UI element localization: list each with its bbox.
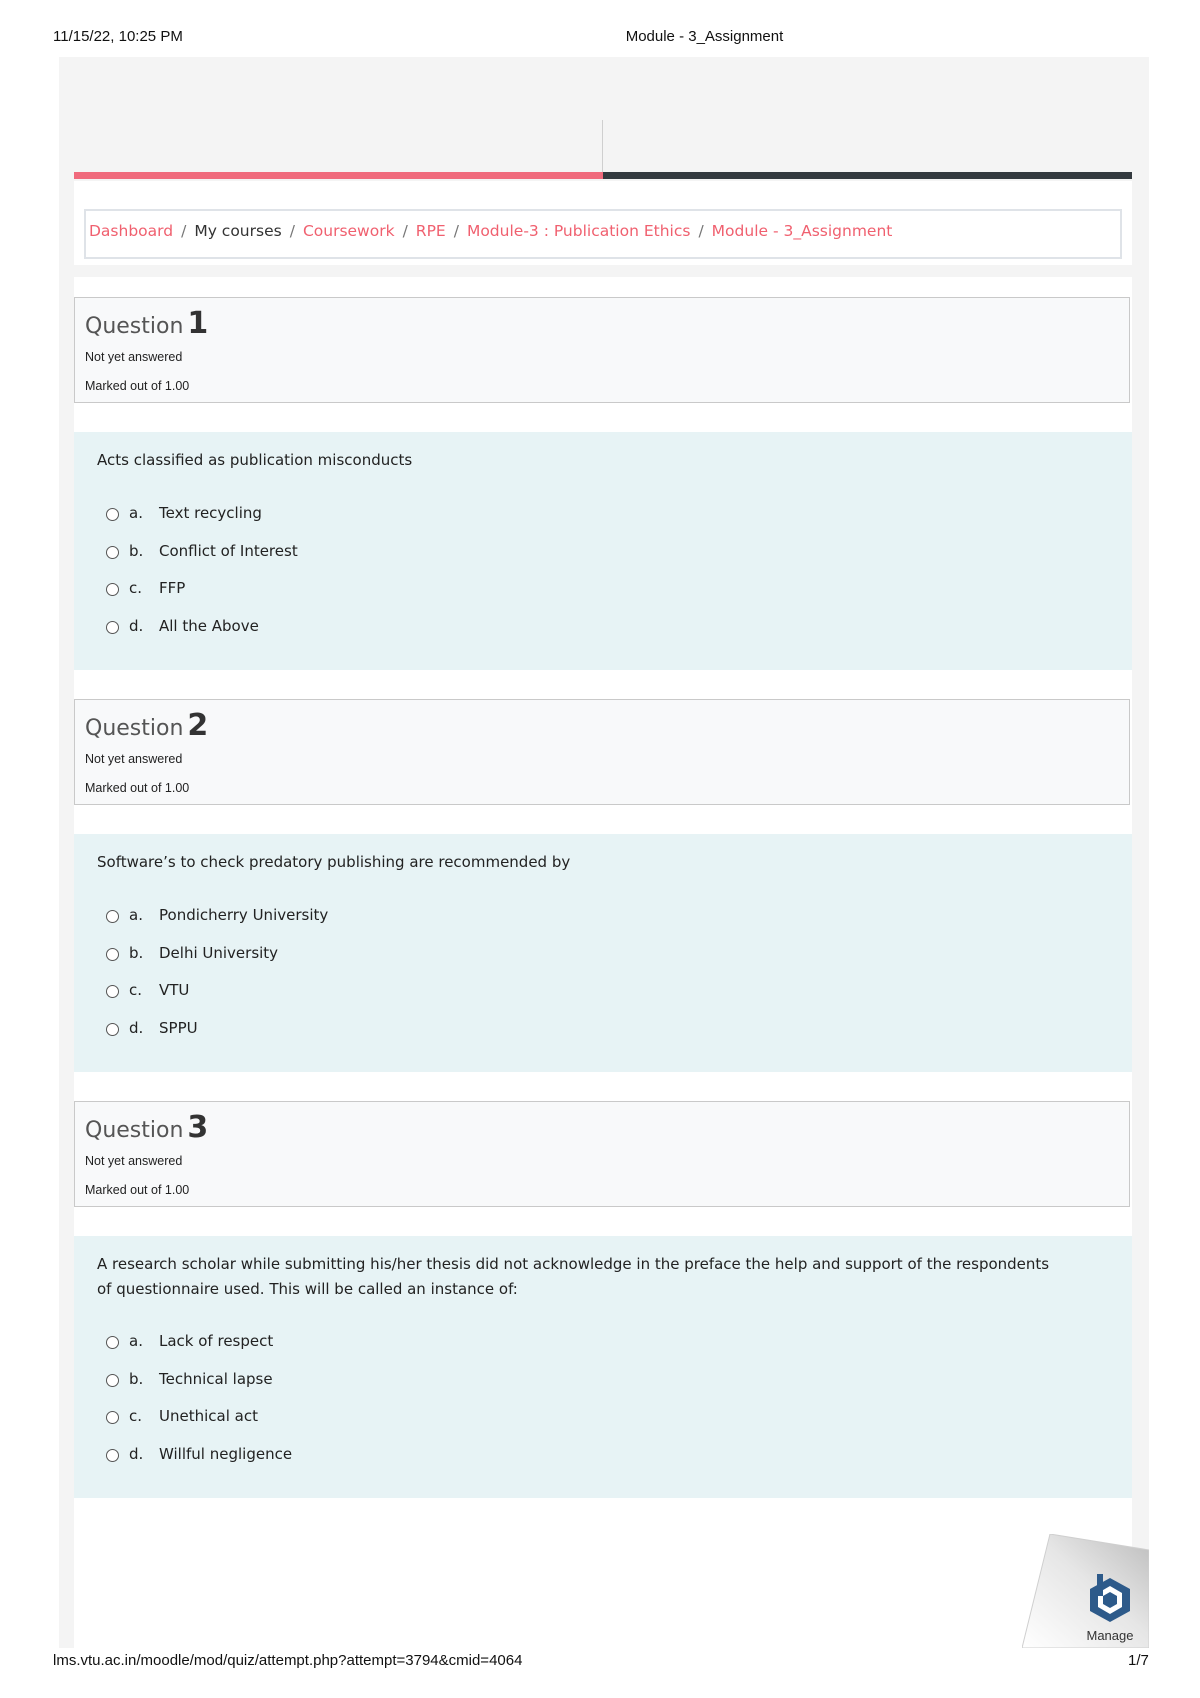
radio-button[interactable] [106,1411,119,1424]
question-label: Question [85,1118,184,1143]
question-title [85,1110,208,1145]
breadcrumb-module-3[interactable]: Module-3 : Publication Ethics [466,222,691,240]
option-text: All the Above [159,616,259,635]
question-title [85,306,208,341]
option-text: SPPU [159,1018,198,1037]
option-text: Delhi University [159,943,279,962]
answer-option[interactable] [106,542,298,580]
progress-bar-fill [74,172,603,179]
print-timestamp: 11/15/22, 10:25 PM [53,28,183,45]
question-info-3 [74,1101,1130,1207]
option-letter: d. [129,1444,144,1463]
radio-button[interactable] [106,1374,119,1387]
option-letter: a. [129,1332,143,1350]
question-number: 2 [187,708,209,743]
option-text: Technical lapse [159,1369,273,1388]
question-grade: Marked out of 1.00 [85,781,190,795]
question-info-2 [74,699,1130,805]
question-text: Software’s to check predatory publishing are recommended by [97,853,571,871]
question-grade: Marked out of 1.00 [85,1183,190,1197]
answer-option[interactable] [106,906,328,944]
option-letter: a. [129,504,143,522]
section-divider [74,265,1132,277]
question-state: Not yet answered [85,1154,183,1168]
print-url: lms.vtu.ac.in/moodle/mod/quiz/attempt.php?attempt=3794&cmid=4064 [53,1652,523,1669]
answer-option[interactable] [106,1445,292,1483]
question-label: Question [85,314,184,339]
answer-option[interactable] [106,579,298,617]
option-text: Text recycling [159,504,262,522]
breadcrumb-coursework[interactable]: Coursework [302,222,395,240]
question-body-1 [74,432,1132,670]
breadcrumb-separator: / [402,222,408,240]
radio-button[interactable] [106,621,119,634]
radio-button[interactable] [106,508,119,521]
question-title [85,708,208,743]
question-body-2 [74,834,1132,1072]
progress-bar [74,172,1132,179]
breadcrumb [89,222,892,240]
option-letter: c. [129,1407,143,1425]
option-letter: b. [129,943,144,962]
option-text: Lack of respect [159,1332,274,1350]
answer-options [106,1332,292,1482]
breadcrumb-separator: / [289,222,295,240]
answer-option[interactable] [106,617,298,655]
question-state: Not yet answered [85,350,183,364]
question-text: Acts classified as publication misconducts [97,451,413,469]
question-number: 3 [187,1110,209,1145]
breadcrumb-my-courses[interactable]: My courses [194,222,282,240]
answer-option[interactable] [106,1407,292,1445]
breadcrumb-separator: / [181,222,187,240]
option-text: Unethical act [159,1407,258,1425]
question-body-3 [74,1236,1132,1498]
radio-button[interactable] [106,948,119,961]
option-letter: d. [129,1018,144,1037]
answer-option[interactable] [106,944,328,982]
question-state: Not yet answered [85,752,183,766]
option-text: Pondicherry University [159,906,329,924]
navbar-divider [602,120,603,176]
answer-option[interactable] [106,1332,292,1370]
option-text: Willful negligence [159,1444,293,1463]
breadcrumb-separator: / [453,222,459,240]
radio-button[interactable] [106,1336,119,1349]
option-text: FFP [159,579,186,597]
print-header [0,28,1200,48]
answer-options [106,906,328,1056]
print-page-number: 1/7 [1128,1652,1149,1669]
option-letter: d. [129,616,144,635]
breadcrumb-dashboard[interactable]: Dashboard [89,222,174,240]
breadcrumb-rpe[interactable]: RPE [415,222,446,240]
radio-button[interactable] [106,583,119,596]
option-letter: b. [129,1369,144,1388]
answer-options [106,504,298,654]
breadcrumb-separator: / [698,222,704,240]
radio-button[interactable] [106,910,119,923]
answer-option[interactable] [106,1019,328,1057]
question-grade: Marked out of 1.00 [85,379,190,393]
answer-option[interactable] [106,981,328,1019]
option-text: VTU [159,981,190,999]
question-number: 1 [187,306,209,341]
question-text: A research scholar while submitting his/her thesis did not acknowledge in the preface the help and support of the respondents of questionnaire used. This will be called an instance of: [97,1255,1050,1298]
question-info-1 [74,297,1130,403]
radio-button[interactable] [106,1449,119,1462]
radio-button[interactable] [106,546,119,559]
option-letter: c. [129,579,143,597]
radio-button[interactable] [106,985,119,998]
radio-button[interactable] [106,1023,119,1036]
option-text: Conflict of Interest [159,541,298,560]
answer-option[interactable] [106,1370,292,1408]
manage-label: Manage [1086,1628,1134,1643]
breadcrumb-assignment[interactable]: Module - 3_Assignment [711,222,893,240]
option-letter: b. [129,541,144,560]
answer-option[interactable] [106,504,298,542]
option-letter: a. [129,906,143,924]
manage-widget[interactable] [1022,1534,1149,1648]
question-label: Question [85,716,184,741]
option-letter: c. [129,981,143,999]
print-page-title: Module - 3_Assignment [625,28,784,45]
